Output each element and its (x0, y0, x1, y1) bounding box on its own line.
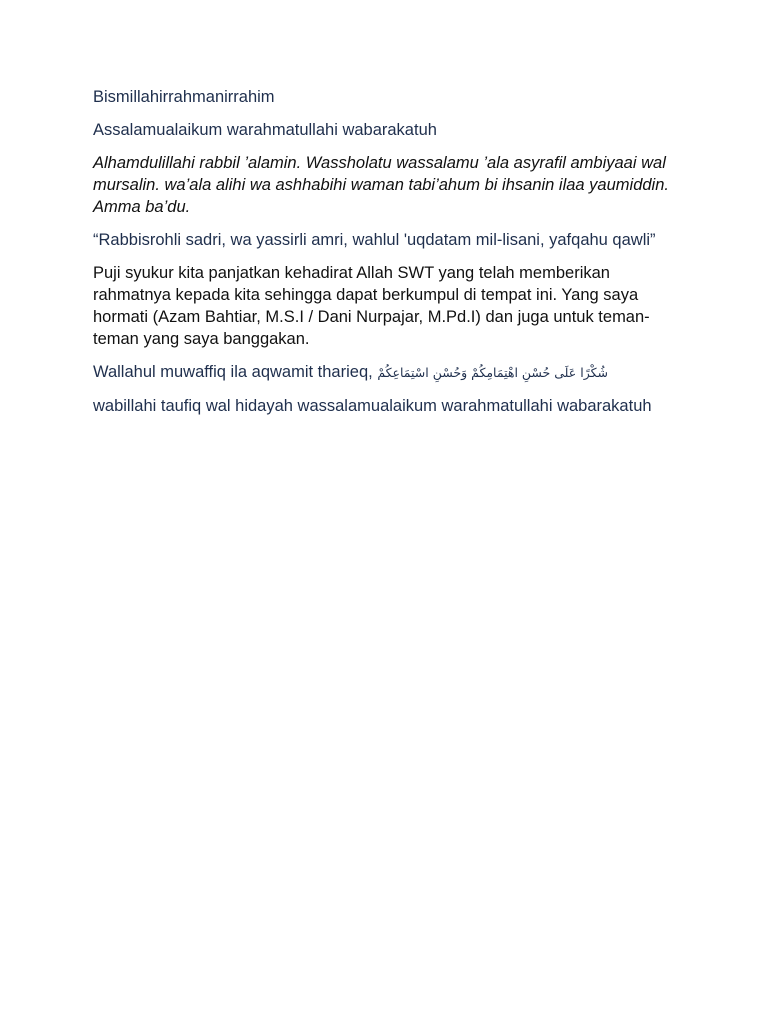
closing-line (93, 361, 683, 384)
basmalah-line: Bismillahirrahmanirrahim (93, 88, 275, 106)
intro-paragraph: Puji syukur kita panjatkan kehadirat Allah SWT yang telah memberikan rahmatnya kepada kita sehingga dapat berkumpul di tempat ini. Yang saya hormati (Azam Bahtiar, M.S.I / Dani Nurpajar, M.Pd.I) dan juga untuk teman-teman yang saya banggakan. (93, 264, 650, 348)
opening-salam: Assalamualaikum warahmatullahi wabarakatuh (93, 121, 437, 139)
closing-latin-text: Wallahul muwaffiq ila aqwamit tharieq, (93, 363, 373, 381)
document-page (93, 86, 683, 428)
doa-paragraph: “Rabbisrohli sadri, wa yassirli amri, wahlul 'uqdatam mil-lisani, yafqahu qawli” (93, 231, 656, 249)
closing-salam: wabillahi taufiq wal hidayah wassalamualaikum warahmatullahi wabarakatuh (93, 397, 652, 415)
closing-arabic-text: شُكْرًا عَلَى حُسْنِ اهْتِمَامِكُمْ وَحُسْنِ اسْتِمَاعِكُمْ (377, 365, 608, 380)
hamdalah-paragraph: Alhamdulillahi rabbil ’alamin. Wassholatu wassalamu ’ala asyrafil ambiyaai wal mursalin. wa’ala alihi wa ashhabihi waman tabi’ahum bi ihsanin ilaa yaumiddin. Amma ba’du. (93, 154, 669, 216)
